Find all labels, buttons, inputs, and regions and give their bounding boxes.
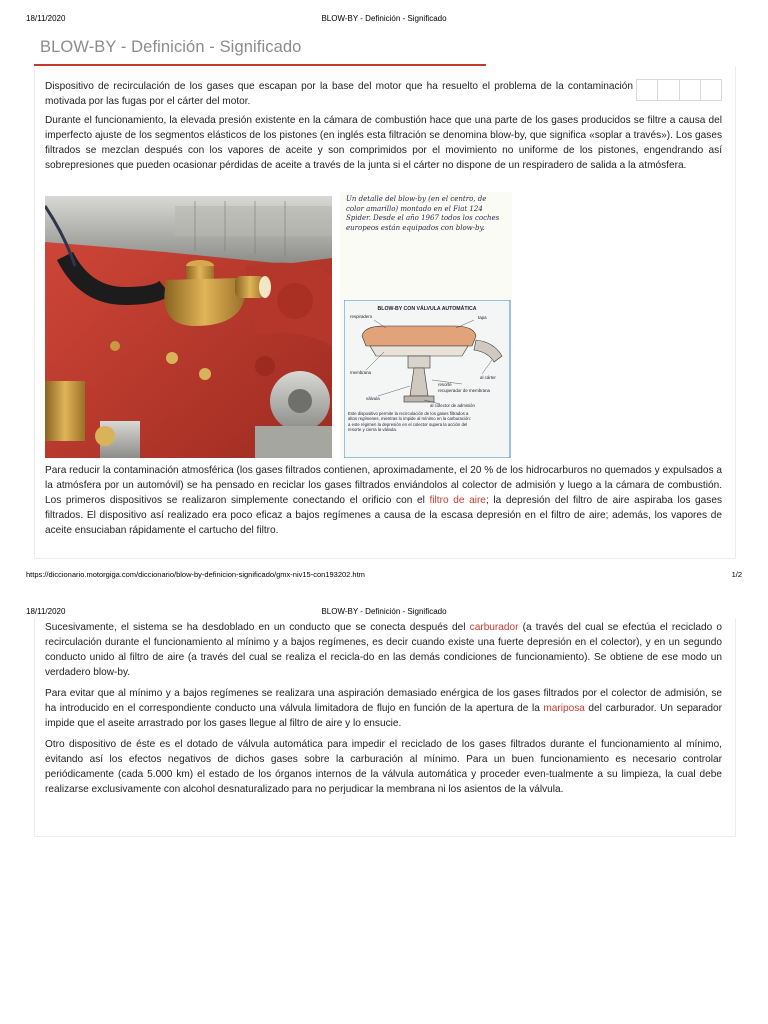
engine-photo-image bbox=[45, 196, 332, 458]
page-number: 1/2 bbox=[731, 570, 742, 579]
paragraph-intro: Dispositivo de recirculación de los gases que escapan por la base del motor que ha resuelto el problema de la contaminación motivada por las fugas por el cárter del motor. bbox=[45, 81, 633, 108]
label-valvula: válvula bbox=[366, 396, 380, 401]
share-button-4[interactable] bbox=[701, 80, 721, 100]
label-resorte: resorte bbox=[438, 382, 452, 387]
share-button-3[interactable] bbox=[680, 80, 701, 100]
paragraph-funcionamiento: Durante el funcionamiento, la elevada presión existente en la cámara de combustión hace que una parte de los gases producidos se filtre a causa del imperfecto ajuste de los segmentos elásticos de los pistones (en inglés esta filtración se denomina blow-by, que significa «soplar a través»). Los gases filtrados se mezclan después con los vapores de aceite y son comprimidos por el movimiento no uniforme de los pistones, engendrando así sobrepresiones que pueden ocasionar pérdidas de aceite a través de la junta si el cárter no dispone de un respiradero de salida a la atmósfera. bbox=[45, 115, 722, 172]
paragraph-desdoblado bbox=[45, 620, 722, 680]
paragraph-contaminacion bbox=[45, 463, 722, 538]
share-button-1[interactable] bbox=[637, 80, 658, 100]
label-membrana: membrana bbox=[350, 370, 371, 375]
print-date: 18/11/2020 bbox=[26, 14, 66, 23]
label-tapa: tapa bbox=[478, 315, 487, 320]
link-carburador[interactable]: carburador bbox=[469, 622, 519, 633]
blowby-valve-diagram bbox=[344, 300, 514, 458]
share-button-2[interactable] bbox=[658, 80, 679, 100]
print-date: 18/11/2020 bbox=[26, 607, 66, 616]
label-respiradero: respiradero bbox=[350, 314, 373, 319]
p4-text-b: (a través del cual se efectúa el reciclado o recirculación durante el funcionamiento al mínimo y a bajos regímenes, es decir cuando existe una fuerte depresión en el colector), y en un segundo conducto unido al filtro de aire (a través del cual se realiza el recicla-do en las demás condiciones de funcionamiento). Se obtiene de ese modo un verdadero blow-by. bbox=[45, 622, 723, 679]
p5-text-a: Para evitar que al mínimo y a bajos regímenes se realizara una aspiración demasiado enérgica de los gases filtrados por el colector de admisión, se ha introducido en el correspondiente conducto una válvula limitadora de flujo en función de la apertura de la bbox=[45, 688, 722, 715]
blowby-figure bbox=[340, 192, 512, 460]
diagram-note: Este dispositivo permite la recirculación de los gases filtrados a altos regímenes, mientras lo impide al mínimo en la carburación: a este régimen la depresión en el colector supera la acción del resorte y cierra la válvula. bbox=[348, 411, 471, 433]
label-al-carter: al cárter bbox=[480, 375, 496, 380]
label-recuperador: recuperador de membrana bbox=[438, 388, 490, 393]
print-title: BLOW-BY - Definición - Significado bbox=[321, 14, 447, 23]
diagram-title: BLOW-BY CON VÁLVULA AUTOMÁTICA bbox=[377, 306, 477, 312]
print-footer bbox=[0, 566, 768, 582]
link-mariposa[interactable]: mariposa bbox=[543, 703, 585, 715]
engine-photo bbox=[45, 196, 332, 458]
p3-text-b: ; la depresión del filtro de aire aspiraba los gases filtrados. El dispositivo así realizado era poco eficaz a bajos regímenes a causa de la escasa depresión en el filtro de aire; además, los vapores de aceite ensuciaban rápidamente el cartucho del filtro. bbox=[45, 495, 722, 537]
link-filtro-de-aire[interactable]: filtro de aire bbox=[429, 495, 486, 507]
print-header-page-2 bbox=[0, 603, 768, 619]
print-title: BLOW-BY - Definición - Significado bbox=[321, 607, 447, 616]
p5-text-b: del carburador. Un separador impide que el aseite arrastrado por los gases llegue al filtro de aire y lo ensucie. bbox=[45, 703, 722, 730]
p4-text-a: Sucesivamente, el sistema se ha desdoblado en un conducto que se conecta después del bbox=[45, 622, 470, 633]
print-header bbox=[0, 10, 768, 26]
paragraph-valvula-limitadora bbox=[45, 686, 722, 731]
page-title: BLOW-BY - Definición - Significado bbox=[40, 38, 302, 56]
share-buttons bbox=[636, 79, 722, 101]
label-colector: al colector de admisión bbox=[430, 403, 475, 408]
print-url: https://diccionario.motorgiga.com/diccionario/blow-by-definicion-significado/gmx-niv15-con193202.htm bbox=[26, 570, 365, 579]
paragraph-valvula-automatica: Otro dispositivo de éste es el dotado de válvula automática para impedir el reciclado de los gases filtrados durante el funcionamiento al mínimo, evitando así los efectos negativos de dichos gases sobre la carburación al mínimo. Para un buen funcionamiento es necesario controlar periódicamente (cada 5.000 km) el estado de los órganos internos de la válvula automática y proceder even-tualmente a su limpieza, la cual debe realizarse exclusivamente con alcohol desnaturalizado para no perjudicar la membrana ni los asientos de la válvula. bbox=[45, 739, 722, 796]
figure-caption: Un detalle del blow-by (en el centro, de color amarillo) montado en el Fiat 124 Spider. Desde el año 1967 todos los coches europeos están equipados con blow-by. bbox=[346, 195, 500, 232]
p3-text-a: Para reducir la contaminación atmosférica (los gases filtrados contienen, aproximadamente, el 20 % de los hidrocarburos no quemados y expulsados a la atmósfera por un automóvil) se ha pensado en reciclar los gases filtrados enviándolos al colector de admisión y luego a la cámara de combustión. Los primeros dispositivos se realizaron simplemente conectando el orificio con el bbox=[45, 465, 722, 507]
